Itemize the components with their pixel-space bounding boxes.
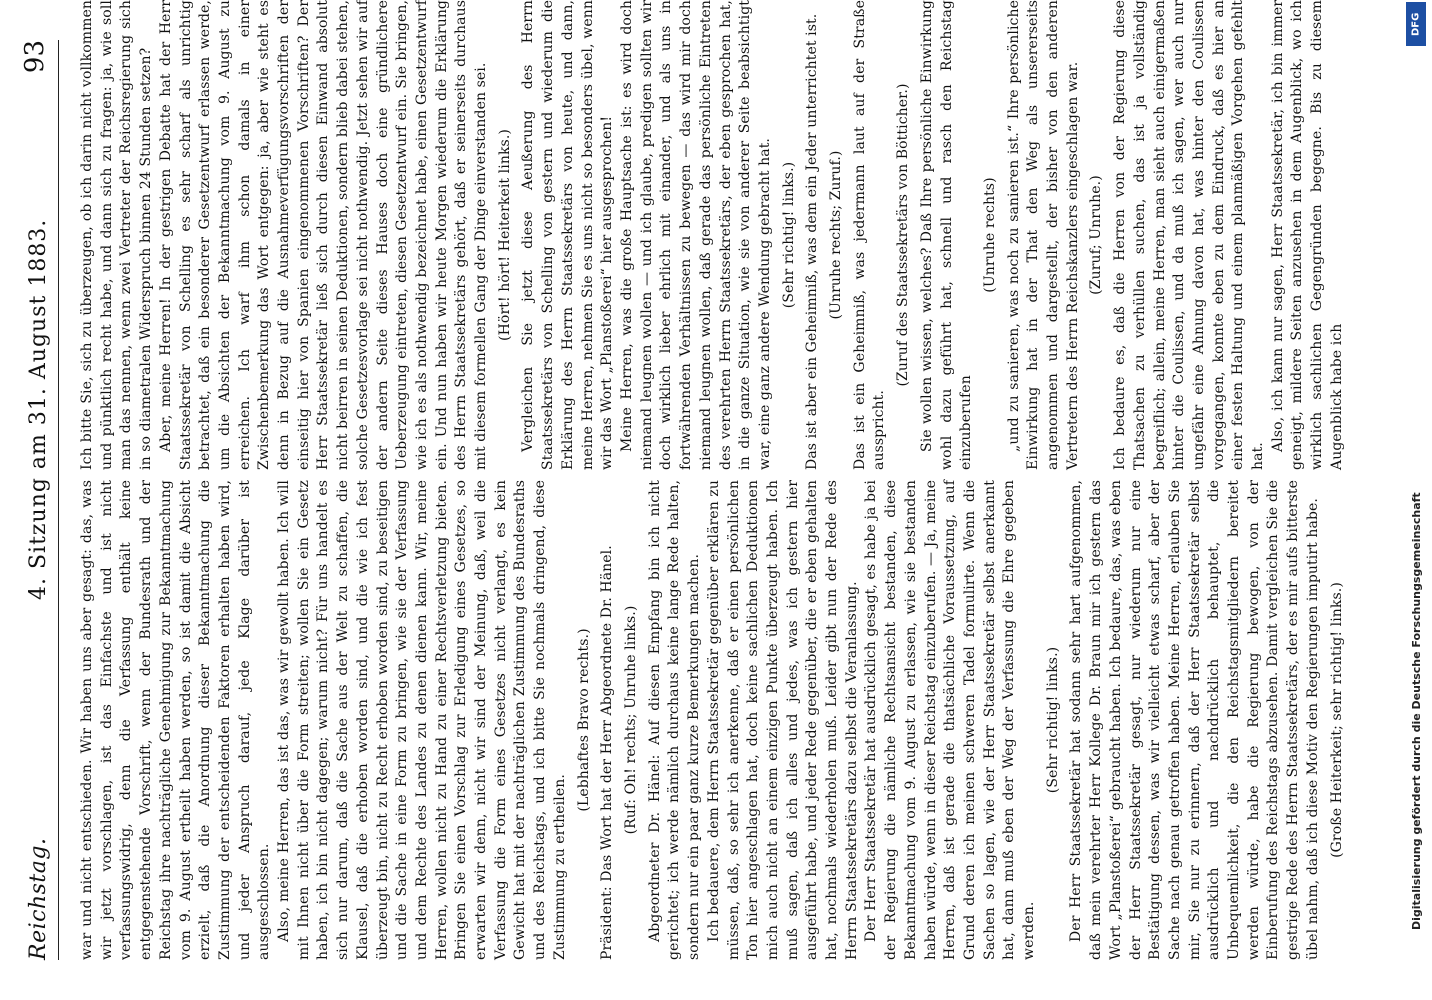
interjection: (Unruhe rechts) xyxy=(981,177,998,293)
right-column xyxy=(78,0,1360,470)
paragraph: Präsident: Das Wort hat der Herr Abgeordnete Dr. Hänel. xyxy=(599,545,616,960)
interjection: (Ruf: Oh! rechts; Unruhe links.) xyxy=(622,605,639,835)
paragraph: Ich bitte Sie, sich zu überzeugen, ob ich darin nicht vollkommen und pünktlich recht habe, und dann sich zu fragen: ja, wie soll man das nennen, wenn zwei Vertreter der Reichsregierung sich in so diametralen Widerspruch binnen 24 Stunden setzen? xyxy=(79,0,155,470)
paragraph: Vergleichen Sie jetzt diese Aeußerung des Herrn Staatssekretärs von Schelling von gestern und wiederum die Erklärung des Herrn Staatssekretärs von heute, und dann, meine Herren, nehmen Sie es uns nicht so besonders übel, wenn wir das Wort „Planstoßerei“ hier ausgesprochen! xyxy=(520,0,616,470)
paragraph: Meine Herren, was die große Hauptsache ist: es wird doch niemand leugnen wollen — und ich glaube, predigen sollten wir doch wirklich lieber ehrlich mit einander, und als uns in fortwährenden Verhältnissen zu bewegen — das wird mir doch niemand leugnen wollen, daß gerade das persönliche Eintreten des verehrten Herrn Staatssekretärs, der eben gesprochen hat, in die ganze Situation, wie sie von anderer Seite beabsichtigt war, eine ganz andere Wendung gebracht hat. xyxy=(618,0,773,470)
left-column xyxy=(78,480,1360,960)
paragraph: war und nicht entschieden. Wir haben uns aber gesagt: das, was wir jetzt vorschlagen, ist das Einfachste und ist nicht verfassungswidrig, denn die Verfassung enthält keine entgegenstehende Vorschrift, wenn der Bundesrath und der Reichstag ihre nachträgliche Genehmigung zur Bekanntmachung vom 9. August ertheilt haben werden, so ist damit die Absicht erzielt, daß die Anordnung dieser Bekanntmachung die Zustimmung der entscheidenden Faktoren erhalten haben wird, und jeder Anspruch darauf, jede Klage darüber ist ausgeschlossen. xyxy=(79,480,273,960)
header-title: 4. Sitzung am 31. August 1883. xyxy=(26,218,51,600)
dfg-watermark xyxy=(1404,0,1426,1000)
interjection: (Große Heiterkeit; sehr richtig! links.) xyxy=(1328,582,1345,858)
interjection: (Unruhe rechts; Zuruf.) xyxy=(828,150,845,320)
paragraph: Der Herr Staatssekretär hat sodann sehr hart aufgenommen, daß mein verehrter Herr Kollege Dr. Braun mir ich gestern das Wort „Planstoßerei“ gebraucht haben. Ich bedaure, das, was eben der Herr Staatssekretär gesagt, nur wiederum nur eine Bestätigung dessen, was wir vielleicht etwas scharf, aber der Sache nach genau getroffen haben. Meine Herren, erlauben Sie mir, Sie nur zu erinnern, daß der Herr Staatssekretär selbst ausdrücklich und nachdrücklich behauptet, die Unbequemlichkeit, die den Reichstagsmitgliedern bereitet werden würde, habe die Regierung bewogen, von der Einberufung des Reichstags abzusehen. Damit vergleichen Sie die gestrige Rede des Herrn Staatssekretärs, der es mir aufs bitterste übel nahm, daß ich diese Motiv den Regierungen imputirt habe. xyxy=(1068,480,1321,960)
paragraph: Das ist aber ein Geheimniß, was dem ein Jeder unterrichtet ist. xyxy=(804,13,821,470)
interjection: (Sehr richtig! links.) xyxy=(1044,646,1061,794)
paragraph: Sie wollen wissen, welches? Daß Ihre persönliche Einwirkung wohl dazu geführt hat, schnell und rasch den Reichstag einzuberufen xyxy=(918,0,975,470)
paragraph: „und zu sanieren, was noch zu sanieren ist.“ Ihre persönliche Einwirkung hat in der That den Weg als unsererseits angenommen und dargestellt, der bisher von den anderen Vertretern des Herrn Reichskanzlers eingeschlagen war. xyxy=(1005,0,1081,470)
paragraph: Ich bedaure es, daß die Herren von der Regierung diese Thatsachen zu verhüllen suchen, das ist ja vollständig begreiflich; allein, meine Herren, man sieht auch einigermaßen hinter die Coulissen, und da muß ich sagen, wer auch nur ungefähr eine Ahnung davon hat, was hinter den Coulissen vorgegangen, konnte eben zu dem Eindruck, daß es hier an einer festen Haltung und einem planmäßigen Vorgehen gefehlt hat. xyxy=(1112,0,1267,470)
header-left: Reichstag. xyxy=(26,837,51,960)
running-header xyxy=(22,40,62,960)
interjection: (Zuruf; Unruhe.) xyxy=(1088,175,1105,295)
watermark-text: Digitalisierung gefördert durch die Deutsche Forschungsgemeinschaft xyxy=(1410,492,1423,930)
paragraph: Das ist ein Geheimniß, was jedermann laut auf der Straße ausspricht. xyxy=(851,0,888,470)
interjection: (Hört! hört! Heiterkeit links.) xyxy=(496,129,513,341)
interjection: (Zuruf des Staatssekretärs von Bötticher.) xyxy=(895,83,912,387)
paragraph: Also, meine Herren, das ist das, was wir gewollt haben. Ich will mit Ihnen nicht über die Form streiten; wollen Sie ein Gesetz haben, ich bin nicht dagegen; warum nicht? Für uns handelt es sich nur darum, daß die Sache aus der Welt zu schaffen, die Klausel, daß die erhoben worden sind, und die wie ich fest überzeugt bin, nicht zu Recht erhoben worden sind, zu beseitigen und die Sache in eine Form zu bringen, wie sie der Verfassung und dem Rechte des Landes zu denen dienen kann. Wir, meine Herren, wollen nicht zu Hand zu einer Rechtsverletzung bieten. Bringen Sie einen Vorschlag zur Erledigung eines Gesetzes, so erwarten wir denn, nicht wir sind der Meinung, daß, weil die Verfassung die Form eines Gesetzes nicht verlangt, es kein Gewicht hat mit der nachträglichen Zustimmung des Bundesraths und des Reichstags, und ich bitte Sie nochmals dringend, diese Zustimmung zu ertheilen. xyxy=(276,480,568,960)
paragraph: Der Herr Staatssekretär hat ausdrücklich gesagt, es habe ja bei der Regierung die nämliche Rechtsansicht bestanden, diese Bekanntmachung vom 9. August zu erlassen, wie sie bestanden haben würde, wenn in dieser Reichstag einzuberufen. — Ja, meine Herren, daß ist gerade die thatsächliche Voraussetzung, auf Grund deren ich meinen schweren Tadel formulirte. Wenn die Sachen so lagen, wie der Herr Staatssekretär selbst anerkannt hat, dann muß eben der Weg der Verfassung die Ehre gegeben werden. xyxy=(863,480,1038,960)
dfg-logo: DFG xyxy=(1406,2,1426,46)
paragraph: Also, ich kann nur sagen, Herr Staatssekretär, ich bin immer geneigt, mildere Seiten anzusehen in dem Augenblick, wo ich wirklich sachlichen Gegengründen begegne. Bis zu diesem Augenblick habe ich xyxy=(1269,0,1345,470)
paragraph: Aber, meine Herren! In der gestrigen Debatte hat der Herr Staatssekretär von Schelling es sehr scharf als unrichtig betrachtet, daß ein besonderer Gesetzentwurf erlassen werde, um die Absichten der Bekanntmachung vom 9. August zu erreichen. Ich warf ihm schon damals in einer Zwischenbemerkung das Wort entgegen: ja, aber wie steht es denn in Bezug auf die Ausnahmeverfügungsvorschriften der einseitig hier von Spanien eingenommenen Vorschriften? Der Herr Staatssekretär ließ sich durch diesen Einwand absolut nicht beirren in seinen Deduktionen, sondern blieb dabei stehen, solche Gesetzesvorlage sei nicht nothwendig. Jetzt sehen wir auf der andern Seite dieses Hauses doch eine gründlichere Ueberzeugung eintreten, diesen Gesetzentwurf ein. Sie bringen, wie ich es als nothwendig bezeichnet habe, einen Gesetzentwurf ein. Und nun haben wir heute Morgen wiederum die Erklärung des Herrn Staatssekretärs gehört, daß er seinerseits durchaus mit diesem formellen Gang der Dinge einverstanden sei. xyxy=(157,0,490,470)
page-number: 93 xyxy=(20,40,50,74)
header-rule xyxy=(58,40,59,960)
paragraph: Ich bedauere, dem Herrn Staatssekretär gegenüber erklären zu müssen, daß, so sehr ich anerkenne, daß er einen persönlichen Ton hier angeschlagen hat, doch keine sachlichen Deduktionen mich auch nicht an einem einzigen Punkte überzeugt haben. Ich muß sagen, daß ich alles und jedes, was ich gestern hier ausgeführt habe, und jeder Rede gegenüber, die er eben gehalten hat, nochmals wiederholen muß. Leider gibt nun der Rede des Herrn Staatssekretärs dazu selbst die Veranlassung. xyxy=(705,480,860,960)
paragraph: Abgeordneter Dr. Hänel: Auf diesen Empfang bin ich nicht gerichtet; ich werde nämlich durchaus keine lange Rede halten, sondern nur ein paar ganz kurze Bemerkungen machen. xyxy=(646,480,703,960)
interjection: (Lebhaftes Bravo rechts.) xyxy=(575,628,592,812)
interjection: (Sehr richtig! links.) xyxy=(780,161,797,309)
